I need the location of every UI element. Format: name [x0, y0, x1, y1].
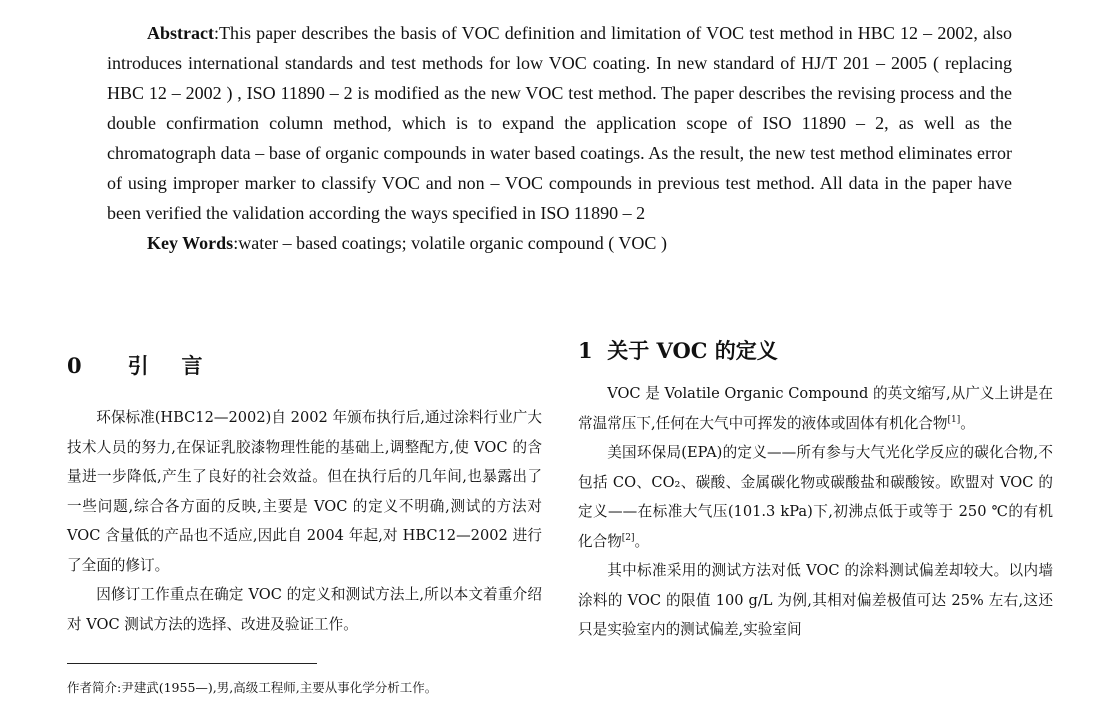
voc-paragraph-2-end: 。: [634, 532, 650, 550]
author-footnote: 作者简介:尹建武(1955—),男,高级工程师,主要从事化学分析工作。: [67, 680, 438, 695]
abstract-text: This paper describes the basis of VOC definition and limitation of VOC test method in HBC 12 – 2002, also introduces international standards and test methods for low VOC coating. In new standard of HJ/T 201 – 2005 ( replacing HBC 12 – 2002 ) , ISO 11890 – 2 is modified as the new VOC test method. The paper describes the revising process and the double confirmation column method, which is to expand the application scope of ISO 11890 – 2, as well as the chromatograph data – base of organic compounds in water based coatings. As the result, the new test method eliminates error of using improper marker to classify VOC and non – VOC compounds in previous test method. All data in the paper have been verified the validation according the ways specified in ISO 11890 – 2: [107, 23, 1012, 223]
section-title: 引 言: [127, 353, 209, 378]
abstract-separator: :: [213, 23, 219, 43]
voc-paragraph-2-text: 美国环保局(EPA)的定义——所有参与大气光化学反应的碳化合物,不包括 CO、CO₂、碳酸、金属碳化物或碳酸盐和碳酸铵。欧盟对 VOC 的定义——在标准大气压(101.3 kPa)下,初沸点低于或等于 250 ℃的有机化合物: [578, 444, 1053, 550]
section-number: 1: [578, 338, 593, 363]
section-title: 关于 VOC 的定义: [607, 338, 778, 363]
citation-ref: [2]: [621, 532, 635, 543]
intro-paragraph-1: 环保标准(HBC12—2002)自 2002 年颁布执行后,通过涂料行业广大技术人员的努力,在保证乳胶漆物理性能的基础上,调整配方,使 VOC 的含量进一步降低,产生了良好的社会效益。但在执行后的几年间,也暴露出了一些问题,综合各方面的反映,主要是 VOC 的定义不明确,测试的方法对 VOC 含量低的产品也不适应,因此自 2004 年起,对 HBC12—2002 进行了全面的修订。: [67, 409, 542, 574]
voc-definition-body: [578, 379, 1053, 645]
section-number: 0: [67, 353, 88, 378]
section-heading-intro: [67, 350, 209, 380]
abstract-label: Abstract: [147, 23, 214, 43]
abstract-paragraph: [107, 18, 1012, 228]
intro-body: [67, 403, 542, 639]
keywords-text: water – based coatings; volatile organic compound ( VOC ): [238, 233, 667, 253]
section-heading-voc: [578, 335, 778, 365]
voc-paragraph-1-end: 。: [960, 414, 975, 432]
citation-ref: [1]: [947, 414, 961, 425]
voc-paragraph-1-text: VOC 是 Volatile Organic Compound 的英文缩写,从广义上讲是在常温常压下,任何在大气中可挥发的液体或固体有机化合物: [578, 385, 1053, 432]
voc-paragraph-2: [578, 438, 1053, 556]
voc-paragraph-1: [578, 379, 1053, 438]
footnote-divider: [67, 663, 317, 664]
voc-paragraph-3: 其中标准采用的测试方法对低 VOC 的涂料测试偏差却较大。以内墙涂料的 VOC 的限值 100 g/L 为例,其相对偏差极值可达 25% 左右,这还只是实验室内的测试偏差,实验室间: [578, 562, 1053, 638]
keywords-separator: :: [233, 233, 239, 253]
keywords-label: Key Words: [147, 233, 234, 253]
keywords-line: [107, 228, 1012, 258]
intro-paragraph-2: 因修订工作重点在确定 VOC 的定义和测试方法上,所以本文着重介绍对 VOC 测试方法的选择、改进及验证工作。: [67, 586, 542, 633]
abstract-block: [107, 18, 1012, 258]
